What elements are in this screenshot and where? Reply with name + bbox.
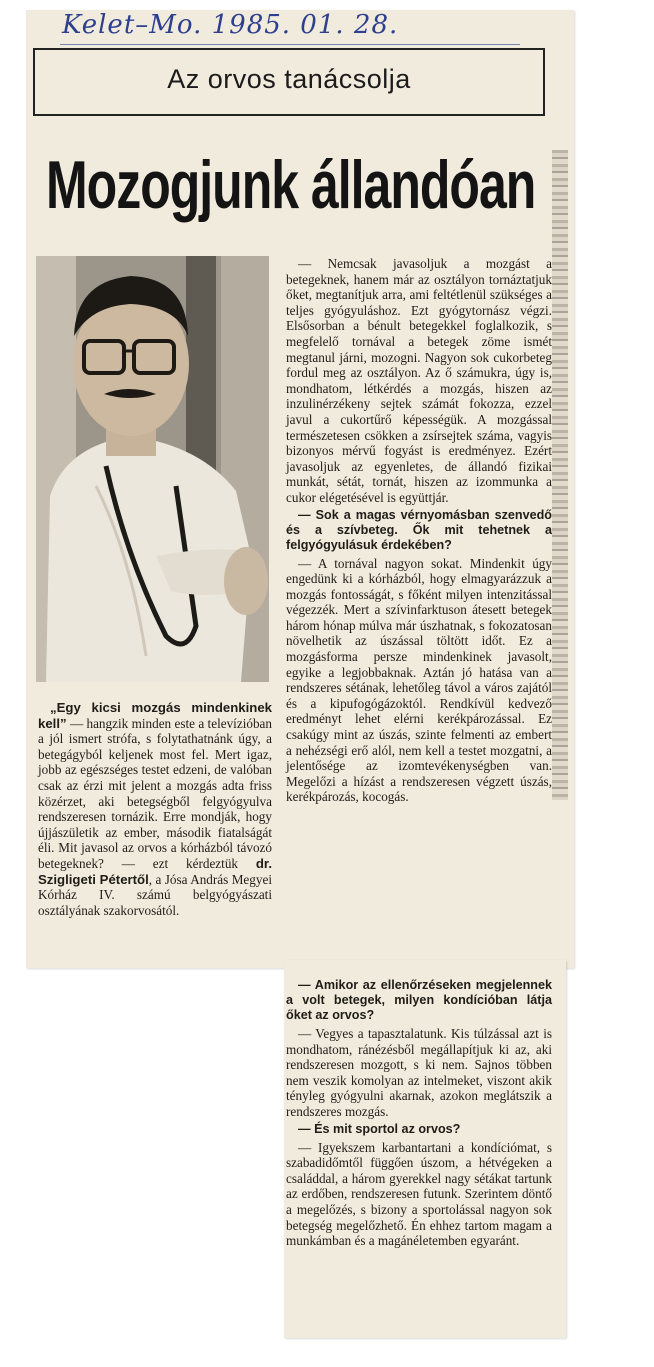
intro-lead-quote: „Egy kicsi mozgás mindenkinek kell” [38, 700, 272, 731]
handwritten-underline [60, 44, 520, 45]
handwritten-date-note: Kelet–Mo. 1985. 01. 28. [62, 10, 399, 40]
interview-question-4: — És mit sportol az orvos? [298, 1121, 461, 1136]
article-column-right-top [286, 256, 552, 806]
torn-edge [552, 150, 568, 800]
interview-question-3: — Amikor az ellenőrzéseken megjelennek a volt betegek, milyen kondícióban látja őket az orvos? [286, 978, 552, 1022]
interview-question-2: — Sok a magas vérnyomásban szenvedő és a szívbeteg. Ők mit tehetnek a felgyógyulásuk érdekében? [286, 507, 552, 552]
article-headline: Mozogjunk állandóan [46, 147, 536, 223]
doctor-portrait-image [36, 256, 269, 682]
answer-paragraph-2: — A tornával nagyon sokat. Mindenkit úgy engedünk ki a kórházból, hogy elmagyarázzuk a mozgás fontosságát, s főként milyen intenzitással végezzék. Mert a szívinfarktuson átesett betegek három hónap múlva már úszhatnak, s fokozatosan növelhetik az úszással töltött időt. Ez a mozgásforma persze mindenkinek javasolt, egyike a legjobbaknak. Aztán jó hatása van a rendszeres sétának, lehetőleg távol a város zajától és a kipufogógázoktól. Rendkívül kedvező eredményt lehet elérni kerékpározással. Ez csakúgy mint az úszás, szinte felmenti az embert a nehézségi erő alól, nem kell a testet mozgatni, a jelentősége az izomtevékenységben van. Megelőzi a hízást a rendszeresen végzett úszás, kerékpározás, kocogás. [286, 555, 552, 805]
article-intro-column [38, 700, 272, 919]
answer-paragraph-3: — Vegyes a tapasztalatunk. Kis túlzással azt is mondhatom, ránézésből megállapítjuk ki az, aki rendszeresen mozgott, s ki nem. Sajnos többen nem veszik komolyan az intelmeket, viszont akik tényleg gyógyulni akarnak, azokon meglátszik a rendszeres mozgás. [286, 1026, 552, 1119]
intro-text-end: , a Jósa András Megyei Kórház IV. számú belgyógyászati osztályának szakorvosától. [38, 871, 272, 918]
interviewee-name: dr. Szigligeti Pétertől [38, 855, 272, 887]
intro-paragraph [38, 700, 272, 918]
rubric-box [33, 48, 545, 116]
doctor-photo [36, 256, 269, 682]
rubric-title: Az orvos tanácsolja [167, 64, 411, 94]
article-column-right-bottom [286, 976, 552, 1250]
answer-paragraph-1: — Nemcsak javasoljuk a mozgást a betegeknek, hanem már az osztályon tornáztatjuk őket, megtanítjuk arra, ami feltétlenül szükséges a teljes gyógyuláshoz. Ezt gyógytornász végzi. Elsősorban a bénult betegekkel foglalkozik, s megfelelő tornával a betegek zöme ismét megtanul járni, mozogni. Nagyon sok cukorbeteg fordul meg az osztályon. Az ő számukra, úgy is, mondhatom, létkérdés a mozgás, hiszen az inzulinérzékeny sejtek számát fokozza, ezzel javul a cukortűrő képességük. A mozgással természetesen csökken a zsírsejtek száma, vagyis bizonyos mérvű fogyást is eredményez. Ezért javasoljuk az egyenletes, de állandó fizikai munkát, sétát, tornát, hiszen az izommunka a cukor elégetésével is együttjár. [286, 256, 552, 505]
intro-text: — hangzik minden este a televízióban a jól ismert strófa, s folytathatnánk úgy, a betegágyból keljenek most fel. Mert igaz, jobb az egészséges testet edzeni, de valóban csak az érzi mit jelent a mozgás adta friss közérzet, aki betegségből felgyógyulva rendszeresen tornázik. Erre mondják, hogy újjászületik az ember, második fiatalságát éli. Mit javasol az orvos a kórházból távozó betegeknek? — ezt kérdeztük [38, 715, 272, 871]
answer-paragraph-4: — Igyekszem karbantartani a kondíciómat, s szabadidőmtől függően úszom, a hétvégeken a családdal, a három gyerekkel nagy sétákat tartunk az erdőben, rendszeresen futunk. Szerintem döntő a megelőzés, s bizony a sportolással nagyon sok betegség megelőzhető. Én ehhez tartom magam a munkámban és a magánéletemben egyaránt. [286, 1139, 552, 1249]
